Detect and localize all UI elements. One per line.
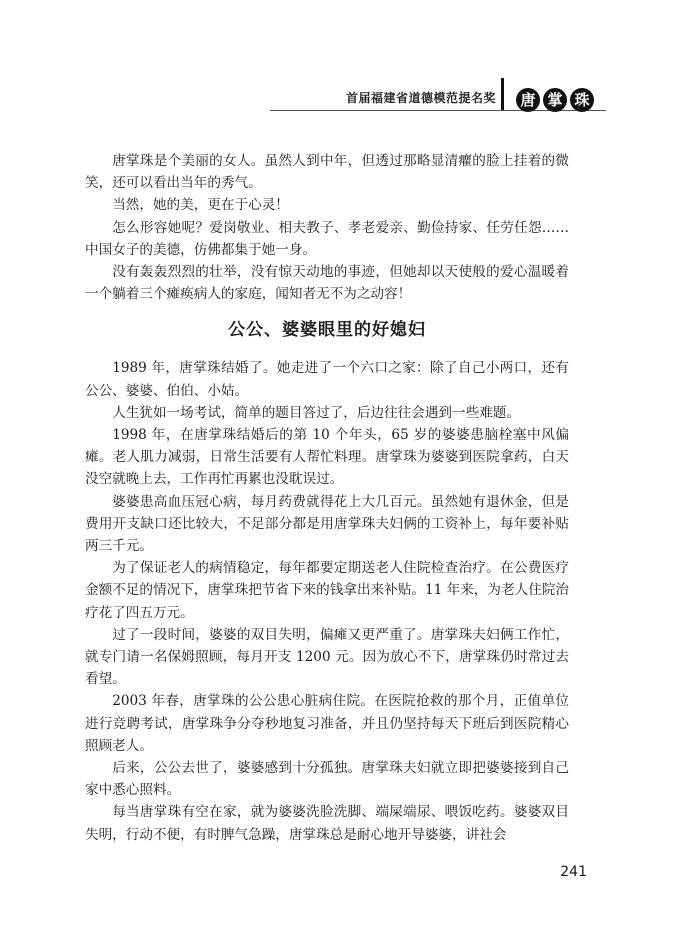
paragraph: 2003 年春，唐掌珠的公公患心脏病住院。在医院抢救的那个月，正值单位进行竞聘考试，唐掌珠争分夺秒地复习准备，并且仍坚持每天下班后到医院精心照顾老人。 — [85, 693, 569, 754]
paragraph: 婆婆患高血压冠心病，每月药费就得花上大几百元。虽然她有退休金，但是费用开支缺口还比较大，不足部分都是用唐掌珠夫妇俩的工资补上，每年要补贴两三千元。 — [85, 493, 569, 555]
header-series-title: 首届福建省道德模范提名奖 — [345, 91, 496, 105]
name-badges — [516, 88, 594, 112]
paragraph: 唐掌珠是个美丽的女人。虽然人到中年，但透过那略显清癯的脸上挂着的微笑，还可以看出当年的秀气。 — [85, 153, 569, 192]
page-number: 241 — [560, 864, 587, 880]
paragraph: 为了保证老人的病情稳定，每年都要定期送老人住院检查治疗。在公费医疗金额不足的情况下，唐掌珠把节省下来的钱拿出来补贴。11 年来，为老人住院治疗花了四五万元。 — [85, 560, 569, 621]
paragraph: 1989 年，唐掌珠结婚了。她走进了一个六口之家：除了自己小两口，还有公公、婆婆、伯伯、小姑。 — [85, 360, 569, 399]
name-badge-1: 唐 — [516, 88, 540, 112]
paragraph: 每当唐掌珠有空在家，就为婆婆洗脸洗脚、端屎端尿、喂饭吃药。婆婆双目失明，行动不便，有时脾气急躁，唐掌珠总是耐心地开导婆婆，讲社会 — [85, 804, 569, 843]
paragraph: 过了一段时间，婆婆的双目失明，偏瘫又更严重了。唐掌珠夫妇俩工作忙，就专门请一名保姆照顾，每月开支 1200 元。因为放心不下，唐掌珠仍时常过去看望。 — [85, 626, 569, 688]
paragraph: 怎么形容她呢？爱岗敬业、相夫教子、孝老爱亲、勤俭持家、任劳任怨……中国女子的美德，仿佛都集于她一身。 — [85, 219, 569, 258]
section-heading: 公公、婆婆眼里的好媳妇 — [228, 320, 426, 341]
paragraph: 人生犹如一场考试，简单的题目答过了，后边往往会遇到一些难题。 — [112, 404, 520, 421]
paragraph: 当然，她的美，更在于心灵！ — [112, 197, 289, 214]
name-badge-2: 掌 — [543, 88, 567, 112]
header-divider-bar — [501, 78, 504, 110]
paragraph: 没有轰轰烈烈的壮举，没有惊天动地的事迹，但她却以天使般的爱心温暖着一个躺着三个瘫痪病人的家庭，闻知者无不为之动容！ — [85, 264, 569, 303]
paragraph: 后来，公公去世了，婆婆感到十分孤独。唐掌珠夫妇就立即把婆婆接到自己家中悉心照料。 — [85, 760, 569, 799]
article-body — [85, 150, 569, 846]
name-badge-3: 珠 — [570, 88, 594, 112]
paragraph: 1998 年，在唐掌珠结婚后的第 10 个年头，65 岁的婆婆患脑栓塞中风偏瘫。老人肌力减弱，日常生活要有人帮忙料理。唐掌珠为婆婆到医院拿药，白天没空就晚上去，工作再忙再累也没耽误过。 — [85, 427, 569, 488]
